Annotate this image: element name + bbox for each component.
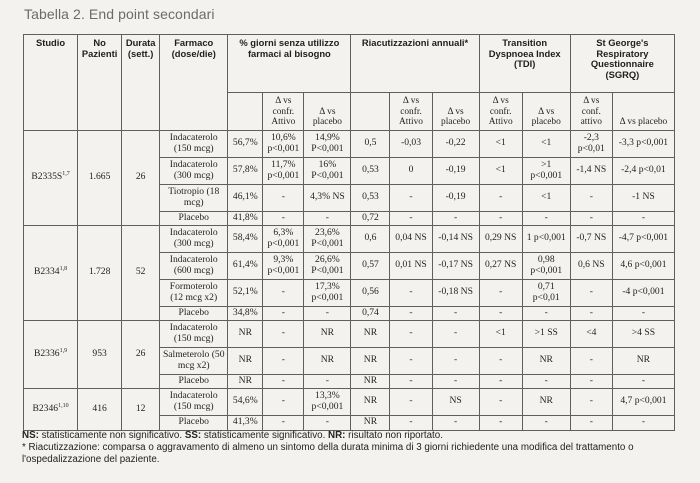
cell-giorni-attivo: - <box>263 211 304 225</box>
cell-riac: 0,56 <box>351 279 390 306</box>
cell-giorni-attivo: - <box>263 347 304 374</box>
cell-tdi-attivo: - <box>479 374 522 388</box>
cell-giorni: 61,4% <box>228 252 263 279</box>
cell-drug: Salmeterolo (50 mcg x2) <box>160 347 228 374</box>
cell-tdi-attivo: - <box>479 415 522 430</box>
cell-tdi-placebo: 0,71 p<0,01 <box>522 279 570 306</box>
nr-label: NR: <box>328 430 346 441</box>
cell-tdi-placebo: NR <box>522 347 570 374</box>
study-id: $B2335S^{1,7}$ <box>24 130 78 225</box>
cell-sgrq-placebo: >4 SS <box>612 320 674 347</box>
header-tdi: Transition Dyspnoea Index (TDI) <box>479 35 570 93</box>
cell-riac-attivo: -0,03 <box>390 130 432 157</box>
cell-sgrq-attivo: - <box>570 306 612 320</box>
cell-tdi-attivo: <1 <box>479 157 522 184</box>
cell-giorni-placebo: - <box>304 306 351 320</box>
cell-riac-placebo: - <box>432 320 479 347</box>
cell-giorni-attivo: - <box>263 415 304 430</box>
cell-giorni: 58,4% <box>228 225 263 252</box>
cell-riac: 0,5 <box>351 130 390 157</box>
study-durata: 26 <box>122 130 160 225</box>
cell-sgrq-attivo: -1,4 NS <box>570 157 612 184</box>
cell-riac-attivo: - <box>390 415 432 430</box>
cell-riac: 0,57 <box>351 252 390 279</box>
cell-giorni-placebo: - <box>304 374 351 388</box>
cell-sgrq-placebo: 4,6 p<0,001 <box>612 252 674 279</box>
table-row <box>24 130 675 157</box>
cell-drug: Indacaterolo (300 mcg) <box>160 225 228 252</box>
cell-tdi-placebo: >1 p<0,001 <box>522 157 570 184</box>
cell-giorni: NR <box>228 347 263 374</box>
study-pazienti: 1.665 <box>78 130 122 225</box>
cell-tdi-attivo: <1 <box>479 130 522 157</box>
cell-sgrq-placebo: -4,7 p<0,001 <box>612 225 674 252</box>
cell-sgrq-attivo: -2,3 p<0,01 <box>570 130 612 157</box>
cell-riac-attivo: 0,01 NS <box>390 252 432 279</box>
cell-giorni-placebo: NR <box>304 320 351 347</box>
cell-sgrq-attivo: - <box>570 347 612 374</box>
cell-riac: NR <box>351 415 390 430</box>
cell-sgrq-placebo: -2,4 p<0,01 <box>612 157 674 184</box>
study-pazienti: 953 <box>78 320 122 388</box>
cell-riac-placebo: -0,19 <box>432 184 479 211</box>
cell-riac: NR <box>351 320 390 347</box>
cell-tdi-placebo: 1 p<0,001 <box>522 225 570 252</box>
cell-riac-attivo: 0,04 NS <box>390 225 432 252</box>
cell-drug: Indacaterolo (150 mcg) <box>160 388 228 415</box>
cell-riac-attivo: 0 <box>390 157 432 184</box>
cell-riac-attivo: - <box>390 388 432 415</box>
cell-giorni: NR <box>228 374 263 388</box>
header-sgrq: St George's Respiratory Questionnaire (SGRQ) <box>570 35 674 93</box>
cell-giorni-placebo: - <box>304 415 351 430</box>
cell-sgrq-attivo: - <box>570 374 612 388</box>
cell-tdi-attivo: - <box>479 388 522 415</box>
cell-tdi-attivo: - <box>479 347 522 374</box>
cell-riac-attivo: - <box>390 347 432 374</box>
cell-sgrq-placebo: -3,3 p<0,001 <box>612 130 674 157</box>
header-durata: Durata (sett.) <box>122 35 160 131</box>
cell-giorni-attivo: - <box>263 279 304 306</box>
ns-label: NS: <box>22 430 39 441</box>
ss-text: statisticamente significativo. <box>201 430 329 441</box>
study-pazienti: 416 <box>78 388 122 430</box>
cell-riac-attivo: - <box>390 184 432 211</box>
cell-sgrq-attivo: 0,6 NS <box>570 252 612 279</box>
cell-tdi-placebo: NR <box>522 388 570 415</box>
cell-giorni-attivo: - <box>263 184 304 211</box>
cell-riac-attivo: - <box>390 211 432 225</box>
cell-riac-placebo: NS <box>432 388 479 415</box>
cell-sgrq-placebo: - <box>612 211 674 225</box>
cell-giorni-attivo: - <box>263 320 304 347</box>
cell-riac-attivo: - <box>390 279 432 306</box>
cell-riac: NR <box>351 374 390 388</box>
cell-giorni-placebo: 14,9% P<0,001 <box>304 130 351 157</box>
cell-giorni: 46,1% <box>228 184 263 211</box>
table-row <box>24 320 675 347</box>
header-pazienti: No Pazienti <box>78 35 122 131</box>
cell-sgrq-attivo: -0,7 NS <box>570 225 612 252</box>
cell-riac-placebo: - <box>432 306 479 320</box>
cell-giorni-placebo: 4,3% NS <box>304 184 351 211</box>
study-durata: 52 <box>122 225 160 320</box>
cell-drug: Placebo <box>160 374 228 388</box>
cell-sgrq-attivo: - <box>570 388 612 415</box>
header-blank <box>228 93 263 131</box>
cell-sgrq-placebo: -4 p<0,001 <box>612 279 674 306</box>
cell-giorni-attivo: 11,7% p<0,001 <box>263 157 304 184</box>
cell-giorni-placebo: 23,6% P<0,001 <box>304 225 351 252</box>
cell-tdi-attivo: - <box>479 306 522 320</box>
study-durata: 26 <box>122 320 160 388</box>
header-delta-attivo: Δ vs conf. attivo <box>570 93 612 131</box>
cell-sgrq-placebo: - <box>612 374 674 388</box>
header-delta-placebo: Δ vs placebo <box>612 93 674 131</box>
cell-riac-placebo: - <box>432 415 479 430</box>
cell-riac-placebo: - <box>432 211 479 225</box>
cell-giorni-placebo: - <box>304 211 351 225</box>
cell-riac: NR <box>351 347 390 374</box>
cell-tdi-attivo: <1 <box>479 320 522 347</box>
study-id: B2334$^{1,8}$ <box>24 225 78 320</box>
cell-giorni-attivo: - <box>263 374 304 388</box>
cell-riac-placebo: -0,14 NS <box>432 225 479 252</box>
ss-label: SS: <box>184 430 202 441</box>
cell-sgrq-placebo: NR <box>612 347 674 374</box>
cell-giorni-placebo: 17,3% p<0,001 <box>304 279 351 306</box>
cell-riac: 0,53 <box>351 184 390 211</box>
cell-riac-placebo: - <box>432 374 479 388</box>
cell-giorni: 54,6% <box>228 388 263 415</box>
cell-drug: Formoterolo (12 mcg x2) <box>160 279 228 306</box>
cell-sgrq-placebo: - <box>612 415 674 430</box>
cell-drug: Indacaterolo (600 mcg) <box>160 252 228 279</box>
cell-tdi-attivo: - <box>479 184 522 211</box>
cell-tdi-placebo: >1 SS <box>522 320 570 347</box>
cell-sgrq-placebo: - <box>612 306 674 320</box>
header-delta-placebo: Δ vs placebo <box>432 93 479 131</box>
study-durata: 12 <box>122 388 160 430</box>
header-delta-attivo: Δ vs confr. Attivo <box>263 93 304 131</box>
cell-riac: 0,6 <box>351 225 390 252</box>
cell-giorni-placebo: NR <box>304 347 351 374</box>
cell-giorni: 41,8% <box>228 211 263 225</box>
header-delta-attivo: Δ vs confr. Attivo <box>479 93 522 131</box>
secondary-endpoints-table <box>23 34 675 431</box>
cell-giorni-attivo: - <box>263 306 304 320</box>
cell-giorni: 34,8% <box>228 306 263 320</box>
cell-tdi-attivo: - <box>479 279 522 306</box>
cell-drug: Indacaterolo (150 mcg) <box>160 130 228 157</box>
cell-riac-placebo: -0,22 <box>432 130 479 157</box>
cell-giorni-placebo: 13,3% p<0,001 <box>304 388 351 415</box>
table-row <box>24 225 675 252</box>
cell-tdi-placebo: - <box>522 415 570 430</box>
cell-riac: 0,74 <box>351 306 390 320</box>
asterisk-note: * Riacutizzazione: comparsa o aggravamento di almeno un sintomo della durata minima di 3 giorni richiedente una modifica del trattamento o l'ospedalizzazione del paziente. <box>22 441 634 465</box>
study-pazienti: 1.728 <box>78 225 122 320</box>
table-footnotes <box>22 430 682 465</box>
header-delta-attivo: Δ vs confr. Attivo <box>390 93 432 131</box>
cell-riac-attivo: - <box>390 320 432 347</box>
table-row <box>24 388 675 415</box>
header-riacutizzazioni: Riacutizzazioni annuali* <box>351 35 479 93</box>
cell-sgrq-placebo: 4,7 p<0,001 <box>612 388 674 415</box>
cell-giorni: 56,7% <box>228 130 263 157</box>
cell-tdi-attivo: 0,29 NS <box>479 225 522 252</box>
nr-text: risultato non riportato. <box>345 430 443 441</box>
cell-sgrq-attivo: - <box>570 211 612 225</box>
cell-giorni-attivo: 9,3% p<0,001 <box>263 252 304 279</box>
header-delta-placebo: Δ vs placebo <box>522 93 570 131</box>
cell-giorni: 52,1% <box>228 279 263 306</box>
cell-riac: NR <box>351 388 390 415</box>
cell-riac-placebo: -0,18 NS <box>432 279 479 306</box>
cell-drug: Placebo <box>160 306 228 320</box>
cell-riac-attivo: - <box>390 306 432 320</box>
cell-tdi-placebo: - <box>522 306 570 320</box>
cell-riac: 0,53 <box>351 157 390 184</box>
cell-riac-placebo: -0,19 <box>432 157 479 184</box>
cell-giorni-attivo: - <box>263 388 304 415</box>
cell-drug: Indacaterolo (150 mcg) <box>160 320 228 347</box>
cell-giorni-placebo: 16% P<0,001 <box>304 157 351 184</box>
legend-line <box>22 430 682 442</box>
header-studio: Studio <box>24 35 78 131</box>
cell-tdi-placebo: 0,98 p<0,001 <box>522 252 570 279</box>
cell-drug: Placebo <box>160 415 228 430</box>
cell-tdi-placebo: <1 <box>522 184 570 211</box>
cell-giorni-attivo: 6,3% p<0,001 <box>263 225 304 252</box>
cell-tdi-placebo: - <box>522 211 570 225</box>
cell-sgrq-attivo: - <box>570 184 612 211</box>
header-blank <box>351 93 390 131</box>
header-giorni: % giorni senza utilizzo farmaci al bisogno <box>228 35 351 93</box>
ns-text: statisticamente non significativo. <box>38 430 185 441</box>
cell-riac-attivo: - <box>390 374 432 388</box>
cell-riac-placebo: -0,17 NS <box>432 252 479 279</box>
cell-riac-placebo: - <box>432 347 479 374</box>
study-id: B2336$^{1,9}$ <box>24 320 78 388</box>
cell-tdi-placebo: <1 <box>522 130 570 157</box>
cell-drug: Placebo <box>160 211 228 225</box>
cell-tdi-attivo: 0,27 NS <box>479 252 522 279</box>
cell-giorni: NR <box>228 320 263 347</box>
cell-riac: 0,72 <box>351 211 390 225</box>
header-farmaco: Farmaco (dose/die) <box>160 35 228 131</box>
cell-sgrq-attivo: <4 <box>570 320 612 347</box>
study-id: B2346$^{1,10}$ <box>24 388 78 430</box>
cell-drug: Indacaterolo (300 mcg) <box>160 157 228 184</box>
cell-tdi-placebo: - <box>522 374 570 388</box>
cell-giorni: 41,3% <box>228 415 263 430</box>
cell-sgrq-attivo: - <box>570 279 612 306</box>
cell-sgrq-attivo: - <box>570 415 612 430</box>
cell-sgrq-placebo: -1 NS <box>612 184 674 211</box>
header-delta-placebo: Δ vs placebo <box>304 93 351 131</box>
table-title: Tabella 2. End point secondari <box>24 6 215 22</box>
cell-tdi-attivo: - <box>479 211 522 225</box>
cell-drug: Tiotropio (18 mcg) <box>160 184 228 211</box>
cell-giorni-placebo: 26,6% P<0,001 <box>304 252 351 279</box>
cell-giorni-attivo: 10,6% p<0,001 <box>263 130 304 157</box>
cell-giorni: 57,8% <box>228 157 263 184</box>
